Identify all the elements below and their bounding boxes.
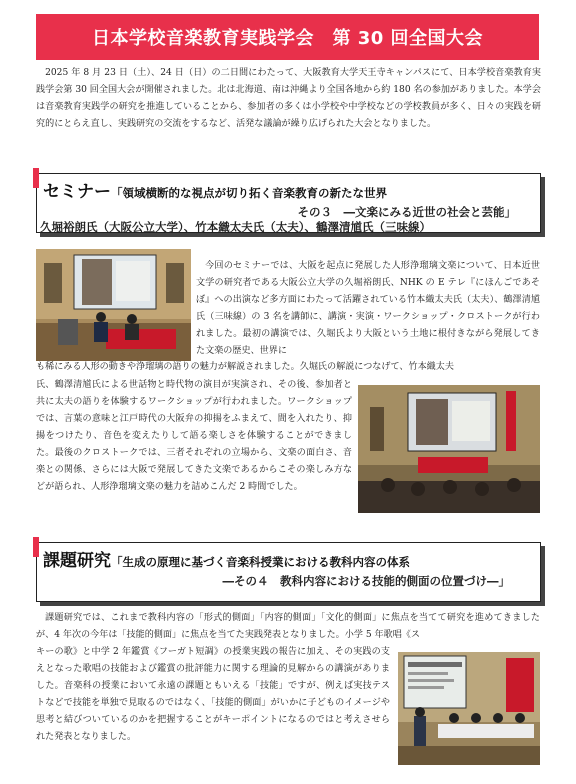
research-paragraph-part1: 課題研究では、これまで教科内容の「形式的側面」「内容的側面」「文化的側面」に焦点を当てて研究を進めてきましたが、4 年次の今年は「技能的側面」に焦点を当てた実践発表となりました。小学 5 年歌唱《ス: [36, 613, 540, 640]
heading-accent-mark: [33, 168, 39, 188]
seminar-lecture-photo: [36, 249, 191, 361]
panel-presentation-image: [398, 652, 540, 765]
research-heading-box: [36, 542, 541, 602]
heading-accent-mark: [33, 537, 39, 557]
research-title-line1: 「生成の原理に基づく音楽科授業における教科内容の体系: [111, 555, 410, 569]
intro-paragraph: 2025 年 8 月 23 日（土）、24 日（日）の二日間にわたって、大阪教育大学天王寺キャンパスにて、日本学校音楽教育実践学会第 30 回全国大会が開催されました。北は北海道、南は沖縄より全国各地から約 180 名の参加がありました。本学会は音楽教育実践学の研究を推進していることから、参加者の多くは小学校や中学校などの学校教員が多く、日々の実践を研究的にとらえ直し、実践研究の交流をするなど、活発な議論が繰り広げられた大会となりました。: [36, 68, 541, 129]
page-title: 日本学校音楽教育実践学会 第 30 回全国大会: [91, 28, 484, 49]
research-heading-line1: [43, 546, 410, 571]
page-title-banner: [36, 14, 539, 60]
research-label: 課題研究: [43, 551, 111, 571]
research-paragraph-part2: キーの歌》と中学 2 年鑑賞《フーガト短調》の授業実践の報告に加え、その実践の支えとなった歌唱の技能および鑑賞の批評能力に関する理論的見解からの講演がありました。音楽科の授業において永遠の課題ともいえる「技能」ですが、例えば実技テストなどで技能を単独で見取るのではなく、「技能的側面」がいかに子どものイメージや思考と結びついているのかを把握することがキーポイントになるのではと考えさせられた発表となりました。: [36, 647, 390, 742]
seminar-title-line1: 「領域横断的な視点が切り拓く音楽教育の新たな世界: [111, 186, 387, 200]
seminar-title-line2: その３ ―文楽にみる近世の社会と芸能」: [297, 205, 516, 219]
research-panel-photo: [398, 652, 540, 765]
seminar-heading-line1: [43, 177, 387, 202]
research-title-line2: ―その４ 教科内容における技能的側面の位置づけ―」: [222, 574, 510, 588]
seminar-label: セミナー: [43, 182, 111, 202]
lecture-stage-image: [36, 249, 191, 361]
seminar-auditorium-photo: [358, 385, 540, 513]
seminar-speakers: 久堀裕朗氏（大阪公立大学）、竹本織太夫氏（太夫）、鶴澤清馗氏（三味線）: [40, 220, 431, 234]
seminar-paragraph-part3: 氏、鶴澤清馗氏による世話物と時代物の演目が実演され、その後、参加者と共に太夫の語りを体験するワークショップが行われました。ワークショップでは、言葉の意味と江戸時代の大阪弁の抑揚をふまえて、間を入れたり、抑揚をつけたり、音色を変えたりして語る楽しさを体験することができました。最後のクロストークでは、三者それぞれの立場から、文楽の面白さ、音楽との関係、さらには大阪で発展してきた文楽であるからこその楽しみ方などが語られ、人形浄瑠璃文楽の魅力を詰めこんだ 2 時間でした。: [36, 380, 352, 492]
seminar-paragraph-part2: も稀にみる人形の動きや浄瑠璃の語りの魅力が解説されました。久堀氏の解説につなげて、竹本織太夫: [36, 362, 454, 372]
auditorium-image: [358, 385, 540, 513]
seminar-paragraph-part1: 今回のセミナーでは、大阪を起点に発展した人形浄瑠璃文楽について、日本近世文学の研究者である大阪公立大学の久堀裕朗氏、NHK の E テレ『にほんごであそぼ』への出演など多方面にわたって活躍されている竹本織太夫氏（太夫）、鶴澤清馗氏（三味線）の 3 名を講師に、講演・実演・ワークショップ・クロストークが行われました。最初の講演では、久堀氏より大阪という土地に根付きながら発展してきた文楽の歴史、世界に: [196, 261, 540, 356]
